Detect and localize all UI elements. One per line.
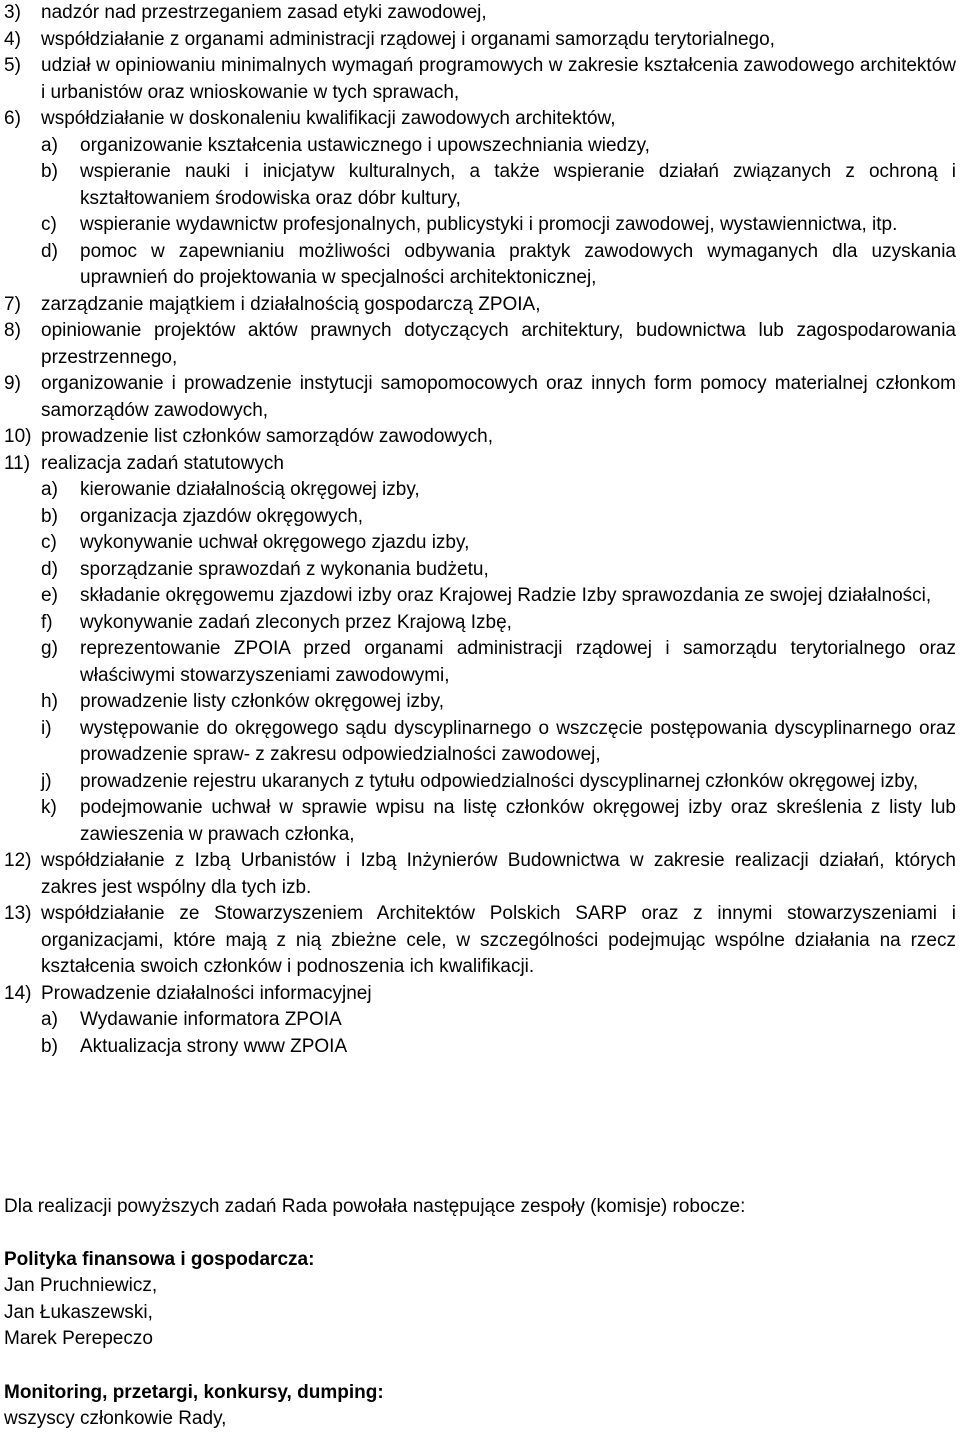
item-number: 5) <box>4 55 21 76</box>
list-item <box>0 292 956 319</box>
item-number: 7) <box>4 293 21 315</box>
item-text: współdziałanie z Izbą Urbanistów i Izbą Inżynierów Budownictwa w zakresie realizacji działań, których zakres jest wspólny dla tych izb. <box>41 850 956 898</box>
list-item <box>0 424 956 451</box>
sub-list-item <box>0 557 956 584</box>
item-text: realizacja zadań statutowych <box>41 452 284 474</box>
team1-member: Jan Pruchniewicz, <box>4 1275 158 1296</box>
item-number: 6) <box>4 108 21 129</box>
list-item <box>0 27 956 54</box>
sub-list-item <box>0 212 956 239</box>
item-text: Wydawanie informatora ZPOIA <box>80 1009 342 1030</box>
item-text: wykonywanie zadań zleconych przez Krajową Izbę, <box>80 611 512 633</box>
item-number: 13) <box>4 903 32 924</box>
item-text: udział w opiniowaniu minimalnych wymagań programowych w zakresie kształcenia zawodowego architektów i urbanistów oraz wnioskowanie w tych sprawach, <box>41 55 956 103</box>
list-item <box>0 0 956 27</box>
item-text: nadzór nad przestrzeganiem zasad etyki zawodowej, <box>41 2 487 23</box>
item-text: prowadzenie list członków samorządów zawodowych, <box>41 426 493 447</box>
item-number: c) <box>41 532 57 553</box>
sub-list-item <box>0 477 956 504</box>
item-number: d) <box>41 240 58 262</box>
item-number: 10) <box>4 426 32 447</box>
item-text: zarządzanie majątkiem i działalnością gospodarczą ZPOIA, <box>41 293 541 315</box>
sub-list-item <box>0 716 956 769</box>
list-item <box>0 451 956 478</box>
item-number: b) <box>41 161 58 182</box>
item-text: sporządzanie sprawozdań z wykonania budżetu, <box>80 558 489 580</box>
item-number: h) <box>41 691 58 712</box>
item-number: 14) <box>4 982 32 1004</box>
item-text: współdziałanie w doskonaleniu kwalifikacji zawodowych architektów, <box>41 108 616 129</box>
sub-list-item <box>0 689 956 716</box>
sub-list-item <box>0 795 956 848</box>
item-text: podejmowanie uchwał w sprawie wpisu na listę członków okręgowej izby oraz skreślenia z listy lub zawieszenia w prawach członka, <box>80 797 956 845</box>
item-text: prowadzenie rejestru ukaranych z tytułu odpowiedzialności dyscyplinarnej członków okręgowej izby, <box>80 770 919 792</box>
item-text: kierowanie działalnością okręgowej izby, <box>80 479 420 500</box>
item-text: składanie okręgowemu zjazdowi izby oraz Krajowej Radzie Izby sprawozdania ze swojej działalności, <box>80 585 932 606</box>
item-text: wspieranie wydawnictw profesjonalnych, publicystyki i promocji zawodowej, wystawiennictwa, itp. <box>80 214 898 235</box>
item-number: i) <box>41 717 52 739</box>
item-text: współdziałanie z organami administracji rządowej i organami samorządu terytorialnego, <box>41 28 775 50</box>
item-number: e) <box>41 585 58 606</box>
list-item <box>0 981 956 1008</box>
sub-list-item <box>0 239 956 292</box>
item-number: j) <box>41 770 52 792</box>
sub-list-item <box>0 610 956 637</box>
item-number: g) <box>41 638 58 659</box>
item-number: f) <box>41 611 53 633</box>
list-item <box>0 371 956 424</box>
sub-list-item <box>0 769 956 796</box>
item-number: 3) <box>4 2 21 23</box>
team2-heading: Monitoring, przetargi, konkursy, dumping: <box>4 1382 384 1403</box>
item-number: d) <box>41 558 58 580</box>
item-number: a) <box>41 479 58 500</box>
item-text: Aktualizacja strony www ZPOIA <box>80 1035 348 1057</box>
item-number: 4) <box>4 28 21 50</box>
list-item <box>0 53 956 106</box>
item-number: 9) <box>4 373 21 394</box>
item-number: a) <box>41 134 58 156</box>
item-text: współdziałanie ze Stowarzyszeniem Architektów Polskich SARP oraz z innymi stowarzyszeniami i organizacjami, które mają z nią zbieżne cele, w szczególności podejmując wspólne działania na rzecz kształcenia swoich członków i podnoszenia ich kwalifikacji. <box>41 903 956 977</box>
item-number: b) <box>41 505 58 527</box>
list-item <box>0 106 956 133</box>
item-text: Prowadzenie działalności informacyjnej <box>41 982 372 1004</box>
team1-member: Marek Perepeczo <box>4 1328 153 1349</box>
sub-list-item <box>0 1007 956 1034</box>
item-text: reprezentowanie ZPOIA przed organami administracji rządowej i samorządu terytorialnego oraz właściwymi stowarzyszeniami zawodowymi, <box>80 638 956 686</box>
list-item <box>0 901 956 981</box>
item-number: a) <box>41 1009 58 1030</box>
item-text: opiniowanie projektów aktów prawnych dotyczących architektury, budownictwa lub zagospodarowania przestrzennego, <box>41 320 956 368</box>
item-text: wykonywanie uchwał okręgowego zjazdu izby, <box>80 532 470 553</box>
sub-list-item <box>0 583 956 610</box>
sub-list-item <box>0 133 956 160</box>
list-item <box>0 318 956 371</box>
item-number: c) <box>41 214 57 235</box>
item-text: organizacja zjazdów okręgowych, <box>80 505 364 527</box>
list-item <box>0 848 956 901</box>
item-number: 11) <box>4 452 31 474</box>
sub-list-item <box>0 530 956 557</box>
item-text: organizowanie i prowadzenie instytucji samopomocowych oraz innych form pomocy materialnej członkom samorządów zawodowych, <box>41 373 956 421</box>
item-text: pomoc w zapewnianiu możliwości odbywania praktyk zawodowych wymaganych dla uzyskania uprawnień do projektowania w specjalności architektonicznej, <box>80 240 956 288</box>
item-text: wspieranie nauki i inicjatyw kulturalnych, a także wspieranie działań związanych z ochroną i kształtowaniem środowiska oraz dóbr kultury, <box>80 161 956 209</box>
item-number: 8) <box>4 320 21 341</box>
item-text: organizowanie kształcenia ustawicznego i upowszechniania wiedzy, <box>80 134 650 156</box>
sub-list-item <box>0 504 956 531</box>
item-number: k) <box>41 797 57 818</box>
sub-list-item <box>0 1034 956 1061</box>
team2-member: wszyscy członkowie Rady, <box>4 1408 227 1429</box>
sub-list-item <box>0 636 956 689</box>
team1-heading: Polityka finansowa i gospodarcza: <box>4 1249 315 1270</box>
item-text: występowanie do okręgowego sądu dyscyplinarnego o wszczęcie postępowania dyscyplinarnego oraz prowadzenie spraw- z zakresu odpowiedzialności zawodowej, <box>80 717 956 765</box>
sub-list-item <box>0 159 956 212</box>
item-text: prowadzenie listy członków okręgowej izby, <box>80 691 444 712</box>
intro-paragraph: Dla realizacji powyższych zadań Rada powołała następujące zespoły (komisje) robocze: <box>4 1196 746 1217</box>
item-number: b) <box>41 1035 58 1057</box>
item-number: 12) <box>4 850 32 871</box>
team1-member: Jan Łukaszewski, <box>4 1302 153 1323</box>
